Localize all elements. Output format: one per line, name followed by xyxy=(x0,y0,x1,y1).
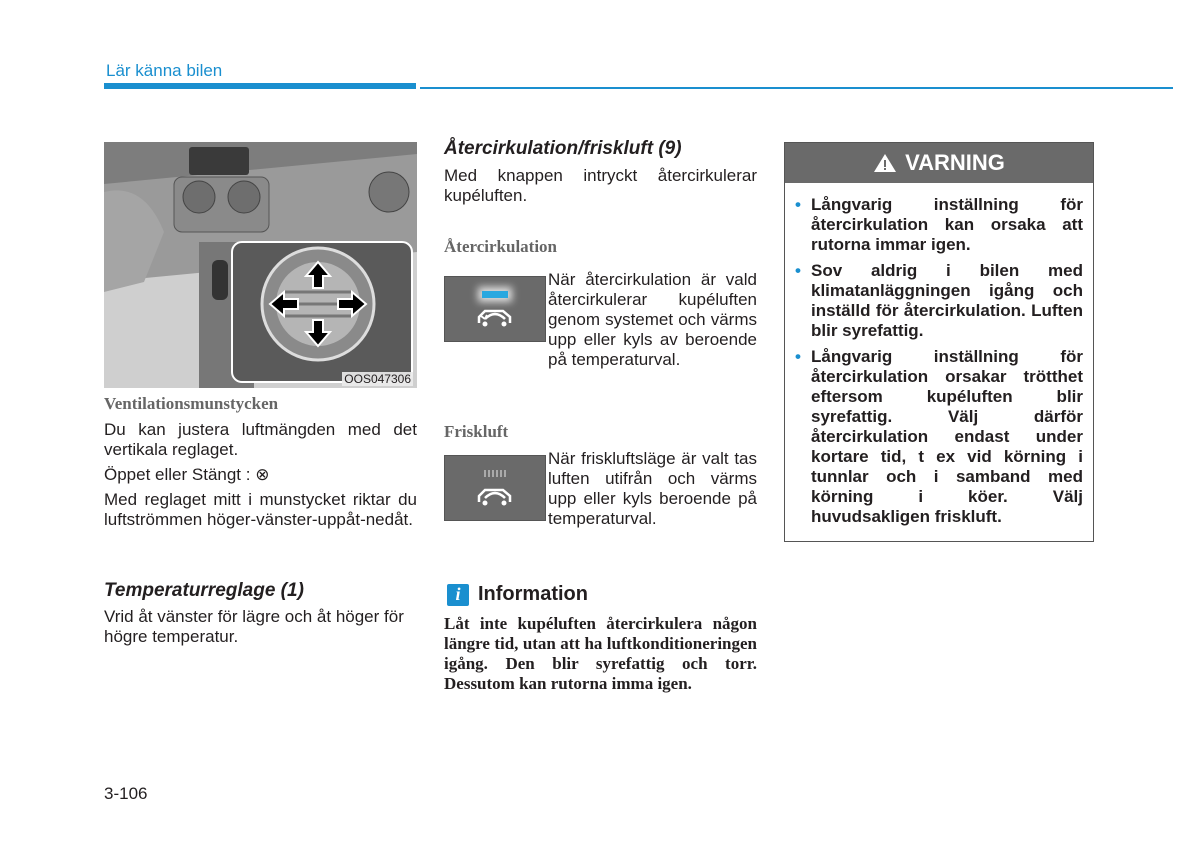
warning-header xyxy=(785,143,1093,183)
fresh-air-button-image xyxy=(444,455,546,521)
section-title: Lär känna bilen xyxy=(106,61,223,80)
dashboard-vent-photo xyxy=(104,142,417,388)
recirc-subheading: Återcirkulation xyxy=(444,237,558,256)
warning-title: VARNING xyxy=(905,150,1005,175)
recirculation-heading: Återcirkulation/friskluft (9) xyxy=(444,138,682,159)
vent-paragraph-2: Öppet eller Stängt : ⊗ xyxy=(104,465,270,484)
temperature-heading: Temperaturreglage (1) xyxy=(104,580,304,601)
information-header xyxy=(447,583,588,606)
figure-code: OOS047306 xyxy=(344,372,411,386)
bullet-icon: • xyxy=(795,195,801,214)
vent-paragraph-3: Med reglaget mitt i munstycket riktar du luftströmmen höger-vänster-uppåt-nedåt. xyxy=(104,490,417,529)
header-bar-thick xyxy=(104,83,416,89)
warning-item-text: Långvarig inställning för återcirkulation kan orsaka att rutorna immar igen. xyxy=(811,195,1083,254)
page-number: 3-106 xyxy=(104,784,148,803)
warning-box xyxy=(784,142,1094,542)
vent-paragraph-1: Du kan justera luftmängden med det vertikala reglaget. xyxy=(104,420,417,459)
warning-list xyxy=(795,195,1083,527)
warning-item-text: Sov aldrig i bilen med klimatanläggningen igång och inställd för återcirkulation. Luften blir syrefattig. xyxy=(811,261,1083,340)
car-recirculation-icon xyxy=(475,306,515,328)
car-fresh-air-icon xyxy=(475,485,515,507)
vent-subheading: Ventilationsmunstycken xyxy=(104,394,279,413)
fresh-air-text: När friskluftsläge är valt tas luften utifrån och värms upp eller kyls beroende på temperaturval. xyxy=(548,449,757,528)
warning-item xyxy=(795,261,1083,341)
information-heading: Information xyxy=(478,583,588,605)
bullet-icon: • xyxy=(795,261,801,280)
warning-item xyxy=(795,195,1083,255)
temperature-text: Vrid åt vänster för lägre och åt höger för högre temperatur. xyxy=(104,607,404,646)
information-text: Låt inte kupéluften återcirkulera någon längre tid, utan att ha luftkonditioneringen igång. Den blir syrefattig och torr. Dessutom kan rutorna imma igen. xyxy=(444,614,757,693)
warning-item xyxy=(795,347,1083,527)
recirculation-intro: Med knappen intryckt återcirkulerar kupéluften. xyxy=(444,166,757,205)
bullet-icon: • xyxy=(795,347,801,366)
fresh-air-subheading: Friskluft xyxy=(444,422,509,441)
recirc-text: När återcirkulation är vald återcirkulerar kupéluften genom systemet och värms upp eller kyls av beroende på temperaturval. xyxy=(548,270,757,369)
warning-item-text: Långvarig inställning för återcirkulation orsakar trötthet eftersom kupéluften blir syrefattig. Välj därför återcirkulation endast under kortare tid, t ex vid körning i tunnlar och i samband med körning i köer. Välj huvudsakligen friskluft. xyxy=(811,347,1083,526)
dashboard-illustration xyxy=(104,142,417,388)
header-bar-thin xyxy=(420,87,1173,89)
info-icon: i xyxy=(447,584,469,606)
warning-triangle-icon xyxy=(873,153,897,173)
recirc-button-image xyxy=(444,276,546,342)
indicator-light-on xyxy=(482,291,508,298)
indicator-light-off xyxy=(484,470,506,477)
